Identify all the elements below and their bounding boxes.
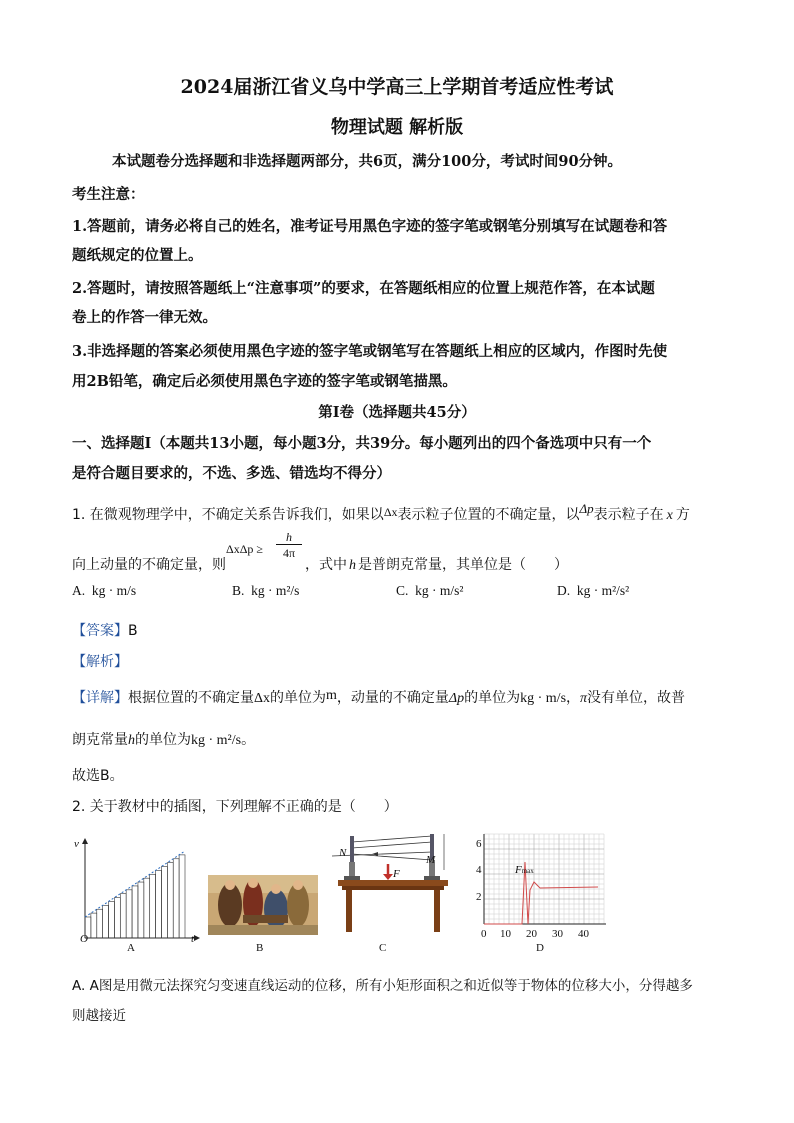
fraction-bar bbox=[276, 544, 302, 545]
figure-c-caption: C bbox=[379, 942, 387, 954]
figure-a-caption: A bbox=[127, 942, 135, 954]
option-value: kg · m²/s bbox=[251, 583, 300, 598]
q2-option-a-line-2: 则越接近 bbox=[72, 1008, 126, 1024]
fmax-f: F bbox=[515, 864, 522, 876]
analysis-tag: 【解析】 bbox=[72, 654, 128, 670]
fmax-sub: max bbox=[521, 867, 534, 875]
page-subtitle: 物理试题 解析版 bbox=[330, 117, 464, 138]
micro-rectangle bbox=[150, 874, 156, 938]
detail-line-1 bbox=[72, 687, 685, 707]
formula-numerator: h bbox=[286, 530, 292, 544]
detail-text: 的单位为 bbox=[464, 690, 521, 706]
micro-rectangle bbox=[114, 898, 120, 938]
detail-text: ， bbox=[566, 690, 581, 706]
micro-rectangle bbox=[144, 878, 150, 938]
q1-text-b: 表示粒子位置的不确定量，以 bbox=[397, 507, 580, 523]
micro-rectangle bbox=[161, 867, 167, 938]
figure-c-mirror-apparatus bbox=[332, 830, 460, 940]
figure-d-x-tick-30: 30 bbox=[552, 928, 563, 940]
q1-text-e: 向上动量的不确定量，则 bbox=[72, 557, 226, 573]
pi-symbol: π bbox=[580, 691, 588, 706]
micro-rectangle bbox=[103, 905, 109, 938]
detail-line-2 bbox=[72, 729, 255, 749]
q1-text-a: 1. 在微观物理学中，不确定关系告诉我们，如果以 bbox=[72, 507, 384, 523]
question-1-line-2 bbox=[72, 554, 226, 574]
section-title: 第Ⅰ卷（选择题共45分） bbox=[318, 404, 476, 421]
unit-m: m bbox=[326, 688, 337, 703]
detail-text: 根据位置的不确定量 bbox=[128, 690, 254, 706]
figure-c-n-label: N bbox=[339, 847, 347, 859]
figure-c-f-label: F bbox=[393, 868, 400, 880]
detail-text: 的单位为 bbox=[270, 690, 327, 706]
detail-text: ，动量的不确定量 bbox=[336, 690, 449, 706]
delta-p-symbol: Δp bbox=[448, 691, 465, 706]
option-d[interactable] bbox=[557, 583, 629, 599]
question-1-line-1 bbox=[72, 501, 690, 524]
q1-text-f: ，式中 bbox=[305, 557, 347, 573]
answer-tag: 【答案】 bbox=[72, 623, 128, 639]
formula-left: ΔxΔp ≥ bbox=[226, 542, 264, 556]
detail-text: 的单位为 bbox=[135, 732, 191, 748]
question-1-line-2-rest bbox=[305, 554, 568, 574]
q1-text-c: 表示粒子在 bbox=[593, 507, 664, 523]
part-instructions-line-2: 是符合题目要求的，不选、多选、错选均不得分） bbox=[72, 465, 391, 482]
q2-option-a-line-1: A. A图是用微元法探究匀变速直线运动的位移，所有小矩形面积之和近似等于物体的位移大小，分得越多 bbox=[72, 978, 693, 994]
option-label: A. bbox=[72, 583, 86, 598]
figure-d-fmax-label bbox=[515, 864, 534, 876]
micro-rectangle bbox=[156, 870, 162, 938]
x-symbol: x bbox=[666, 508, 673, 523]
page-title: 2024届浙江省义乌中学高三上学期首考适应性考试 bbox=[180, 76, 614, 98]
part-instructions-line-1: 一、选择题Ⅰ（本题共13小题，每小题3分，共39分。每小题列出的四个备选项中只有一个 bbox=[72, 435, 652, 452]
micro-rectangle bbox=[173, 859, 179, 938]
detail-text: 朗克常量 bbox=[72, 732, 128, 748]
option-label: D. bbox=[557, 583, 571, 598]
micro-rectangle bbox=[120, 894, 126, 938]
formula-denominator: 4π bbox=[282, 546, 296, 560]
exam-intro: 本试题卷分选择题和非选择题两部分，共6页，满分100分，考试时间90分钟。 bbox=[112, 153, 623, 170]
option-value: kg · m²/s² bbox=[576, 583, 630, 598]
figure-a-vt-graph bbox=[70, 836, 200, 954]
figure-a-t-label: t bbox=[191, 933, 195, 945]
detail-text: 。 bbox=[241, 732, 256, 748]
figure-c-m-label: M bbox=[426, 854, 436, 866]
notice-item-3-line-2: 用2B铅笔，确定后必须使用黑色字迹的签字笔或钢笔描黑。 bbox=[72, 373, 457, 390]
notice-heading: 考生注意： bbox=[72, 186, 145, 203]
option-b[interactable] bbox=[232, 583, 299, 599]
figure-d-x-tick-20: 20 bbox=[526, 928, 537, 940]
option-a[interactable] bbox=[72, 583, 136, 599]
figure-b-painting bbox=[208, 875, 318, 935]
q1-text-d: 方 bbox=[675, 507, 690, 523]
micro-rectangle bbox=[132, 886, 138, 938]
figure-d-y-tick-2: 2 bbox=[476, 891, 482, 903]
q1-text-g: 是普朗克常量，其单位是（ ） bbox=[358, 557, 568, 573]
micro-rectangle bbox=[138, 882, 144, 938]
micro-rectangle bbox=[109, 901, 115, 938]
question-2-stem: 2. 关于教材中的插图，下列理解不正确的是（ ） bbox=[72, 799, 398, 815]
unit-momentum: kg · m/s bbox=[520, 691, 567, 706]
notice-item-1-line-2: 题纸规定的位置上。 bbox=[72, 247, 203, 264]
micro-rectangle bbox=[179, 855, 185, 938]
notice-item-3-line-1: 3.非选择题的答案必须使用黑色字迹的签字笔或钢笔写在答题纸上相应的区域内，作图时先使 bbox=[72, 343, 668, 360]
answer-line bbox=[72, 620, 138, 640]
figure-a-v-label: v bbox=[74, 838, 79, 850]
figure-b-caption: B bbox=[256, 942, 264, 954]
figure-d-y-tick-6: 6 bbox=[476, 838, 482, 850]
detail-tag: 【详解】 bbox=[72, 690, 128, 706]
figure-d-force-graph bbox=[470, 832, 610, 932]
micro-rectangle bbox=[91, 913, 97, 938]
figure-a-origin-label: O bbox=[80, 933, 88, 945]
micro-rectangle bbox=[167, 863, 173, 938]
option-label: C. bbox=[396, 583, 409, 598]
figure-d-y-tick-4: 4 bbox=[476, 864, 482, 876]
figure-d-caption: D bbox=[536, 942, 544, 954]
notice-item-2-line-2: 卷上的作答一律无效。 bbox=[72, 309, 217, 326]
option-value: kg · m/s bbox=[91, 583, 137, 598]
h-symbol: h bbox=[349, 558, 356, 573]
conclusion: 故选B。 bbox=[72, 768, 124, 784]
delta-p-symbol: Δp bbox=[579, 501, 594, 516]
notice-item-2-line-1: 2.答题时，请按照答题纸上“注意事项”的要求，在答题纸相应的位置上规范作答，在本试题 bbox=[72, 280, 655, 297]
figure-d-x-tick-0: 0 bbox=[481, 928, 487, 940]
answer-value: B bbox=[128, 623, 138, 639]
figure-d-x-tick-10: 10 bbox=[500, 928, 511, 940]
delta-x-symbol: Δx bbox=[254, 691, 271, 706]
unit-planck: kg · m²/s bbox=[191, 733, 242, 748]
delta-x-symbol: Δx bbox=[383, 505, 398, 519]
micro-rectangle bbox=[97, 909, 103, 938]
figure-d-x-tick-40: 40 bbox=[578, 928, 589, 940]
micro-rectangle bbox=[126, 890, 132, 938]
option-label: B. bbox=[232, 583, 245, 598]
h-symbol: h bbox=[128, 733, 135, 748]
detail-text: 没有单位，故普 bbox=[587, 690, 686, 706]
option-c[interactable] bbox=[396, 583, 463, 599]
option-value: kg · m/s² bbox=[415, 583, 464, 598]
notice-item-1-line-1: 1.答题前，请务必将自己的姓名，准考证号用黑色字迹的签字笔或钢笔分别填写在试题卷和答 bbox=[72, 218, 668, 235]
